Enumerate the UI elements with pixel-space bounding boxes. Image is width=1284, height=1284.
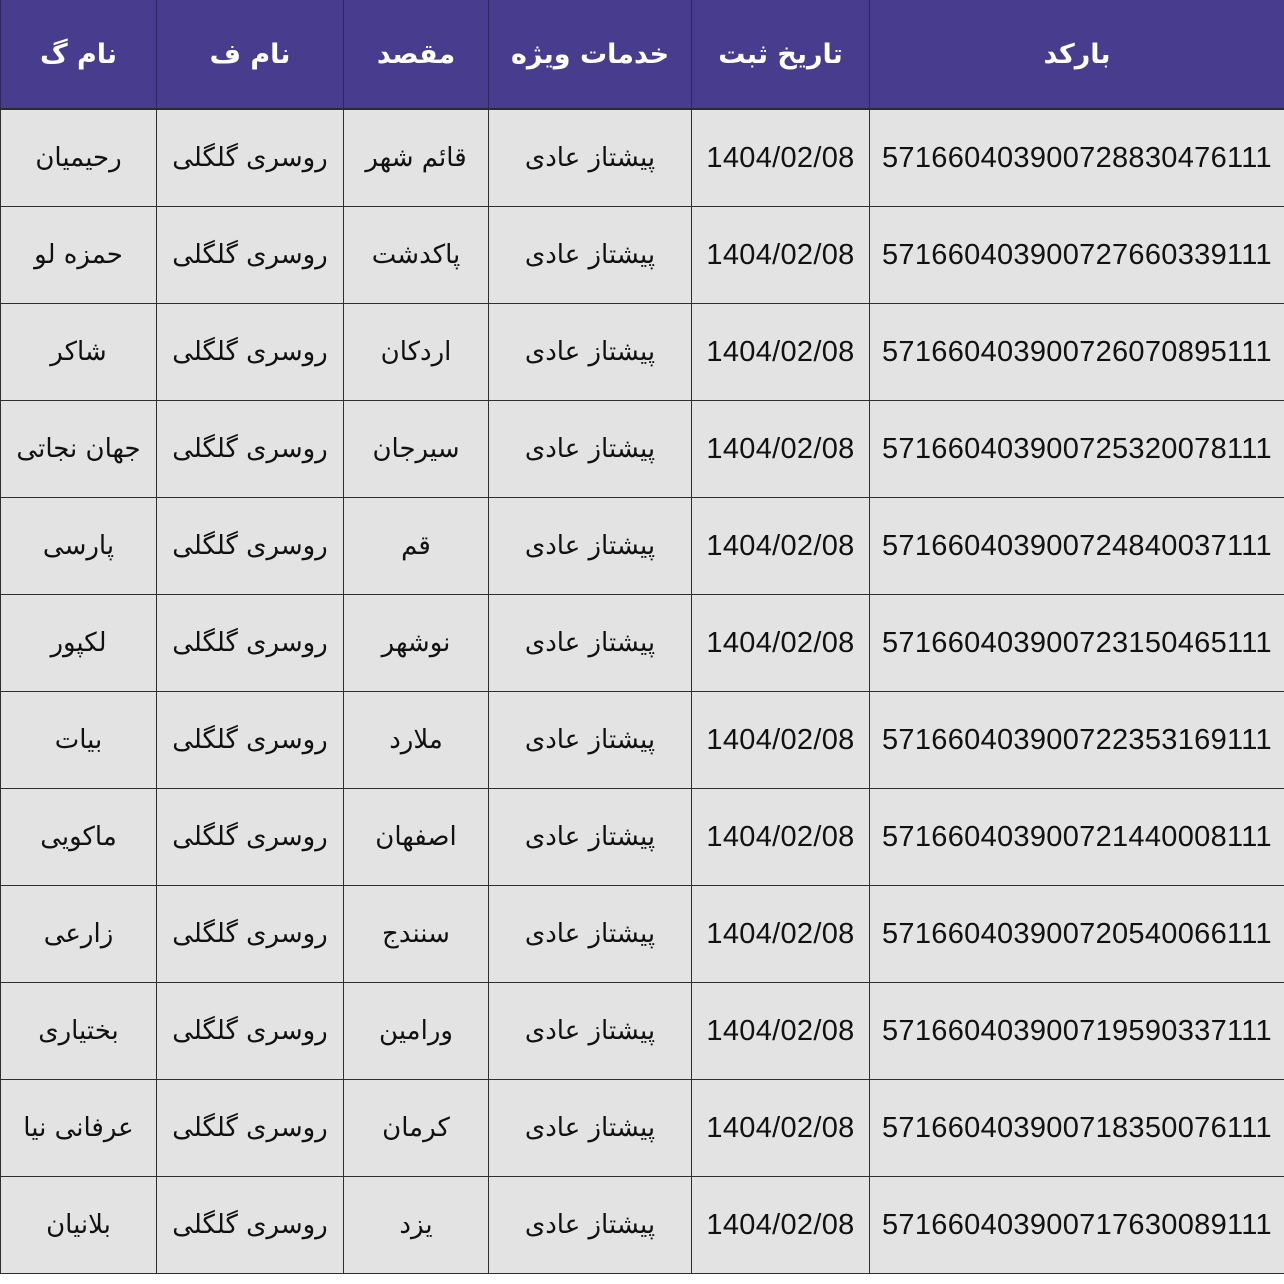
first-name-cell: بختیاری [1,983,157,1080]
destination-cell: پاکدشت [344,207,489,304]
last-name-cell: روسری گلگلی [157,109,344,207]
barcode-cell: 571660403900718350076111 [870,1080,1284,1177]
service-cell: پیشتاز عادی [489,498,692,595]
header-barcode: بارکد [870,0,1284,109]
last-name-cell: روسری گلگلی [157,1177,344,1274]
date-cell: 1404/02/08 [692,304,870,401]
table-row [1,498,1284,595]
barcode-cell: 571660403900724840037111 [870,498,1284,595]
date-cell: 1404/02/08 [692,886,870,983]
destination-cell: یزد [344,1177,489,1274]
table-header-row [1,0,1284,109]
service-cell: پیشتاز عادی [489,886,692,983]
last-name-cell: روسری گلگلی [157,886,344,983]
table-row [1,692,1284,789]
first-name-cell: لکپور [1,595,157,692]
barcode-cell: 571660403900726070895111 [870,304,1284,401]
destination-cell: ورامین [344,983,489,1080]
barcode-cell: 571660403900728830476111 [870,109,1284,207]
first-name-cell: شاکر [1,304,157,401]
first-name-cell: پارسی [1,498,157,595]
table-row [1,1177,1284,1274]
last-name-cell: روسری گلگلی [157,498,344,595]
barcode-cell: 571660403900725320078111 [870,401,1284,498]
destination-cell: اردکان [344,304,489,401]
table-row [1,304,1284,401]
first-name-cell: عرفانی نیا [1,1080,157,1177]
destination-cell: ملارد [344,692,489,789]
service-cell: پیشتاز عادی [489,304,692,401]
service-cell: پیشتاز عادی [489,692,692,789]
destination-cell: سنندج [344,886,489,983]
table-row [1,886,1284,983]
date-cell: 1404/02/08 [692,983,870,1080]
last-name-cell: روسری گلگلی [157,401,344,498]
service-cell: پیشتاز عادی [489,595,692,692]
barcode-cell: 571660403900721440008111 [870,789,1284,886]
date-cell: 1404/02/08 [692,207,870,304]
last-name-cell: روسری گلگلی [157,595,344,692]
header-destination: مقصد [344,0,489,109]
service-cell: پیشتاز عادی [489,1080,692,1177]
service-cell: پیشتاز عادی [489,109,692,207]
destination-cell: سیرجان [344,401,489,498]
date-cell: 1404/02/08 [692,109,870,207]
service-cell: پیشتاز عادی [489,789,692,886]
destination-cell: قائم شهر [344,109,489,207]
service-cell: پیشتاز عادی [489,401,692,498]
last-name-cell: روسری گلگلی [157,789,344,886]
service-cell: پیشتاز عادی [489,1177,692,1274]
first-name-cell: ماکویی [1,789,157,886]
destination-cell: قم [344,498,489,595]
destination-cell: نوشهر [344,595,489,692]
header-last-name: نام ف [157,0,344,109]
first-name-cell: حمزه لو [1,207,157,304]
first-name-cell: جهان نجاتی [1,401,157,498]
first-name-cell: رحیمیان [1,109,157,207]
last-name-cell: روسری گلگلی [157,692,344,789]
barcode-cell: 571660403900722353169111 [870,692,1284,789]
barcode-cell: 571660403900719590337111 [870,983,1284,1080]
service-cell: پیشتاز عادی [489,983,692,1080]
date-cell: 1404/02/08 [692,1080,870,1177]
last-name-cell: روسری گلگلی [157,983,344,1080]
header-registration-date: تاریخ ثبت [692,0,870,109]
barcode-cell: 571660403900727660339111 [870,207,1284,304]
table-row [1,595,1284,692]
destination-cell: کرمان [344,1080,489,1177]
barcode-cell: 571660403900717630089111 [870,1177,1284,1274]
header-special-services: خدمات ویژه [489,0,692,109]
first-name-cell: بیات [1,692,157,789]
service-cell: پیشتاز عادی [489,207,692,304]
table-row [1,1080,1284,1177]
date-cell: 1404/02/08 [692,498,870,595]
date-cell: 1404/02/08 [692,1177,870,1274]
table-row [1,983,1284,1080]
last-name-cell: روسری گلگلی [157,1080,344,1177]
header-first-name: نام گ [1,0,157,109]
barcode-cell: 571660403900723150465111 [870,595,1284,692]
barcode-cell: 571660403900720540066111 [870,886,1284,983]
table-row [1,109,1284,207]
last-name-cell: روسری گلگلی [157,304,344,401]
destination-cell: اصفهان [344,789,489,886]
table-row [1,789,1284,886]
last-name-cell: روسری گلگلی [157,207,344,304]
table-row [1,401,1284,498]
date-cell: 1404/02/08 [692,401,870,498]
table-row [1,207,1284,304]
date-cell: 1404/02/08 [692,595,870,692]
date-cell: 1404/02/08 [692,789,870,886]
first-name-cell: زارعی [1,886,157,983]
date-cell: 1404/02/08 [692,692,870,789]
first-name-cell: بلانیان [1,1177,157,1274]
